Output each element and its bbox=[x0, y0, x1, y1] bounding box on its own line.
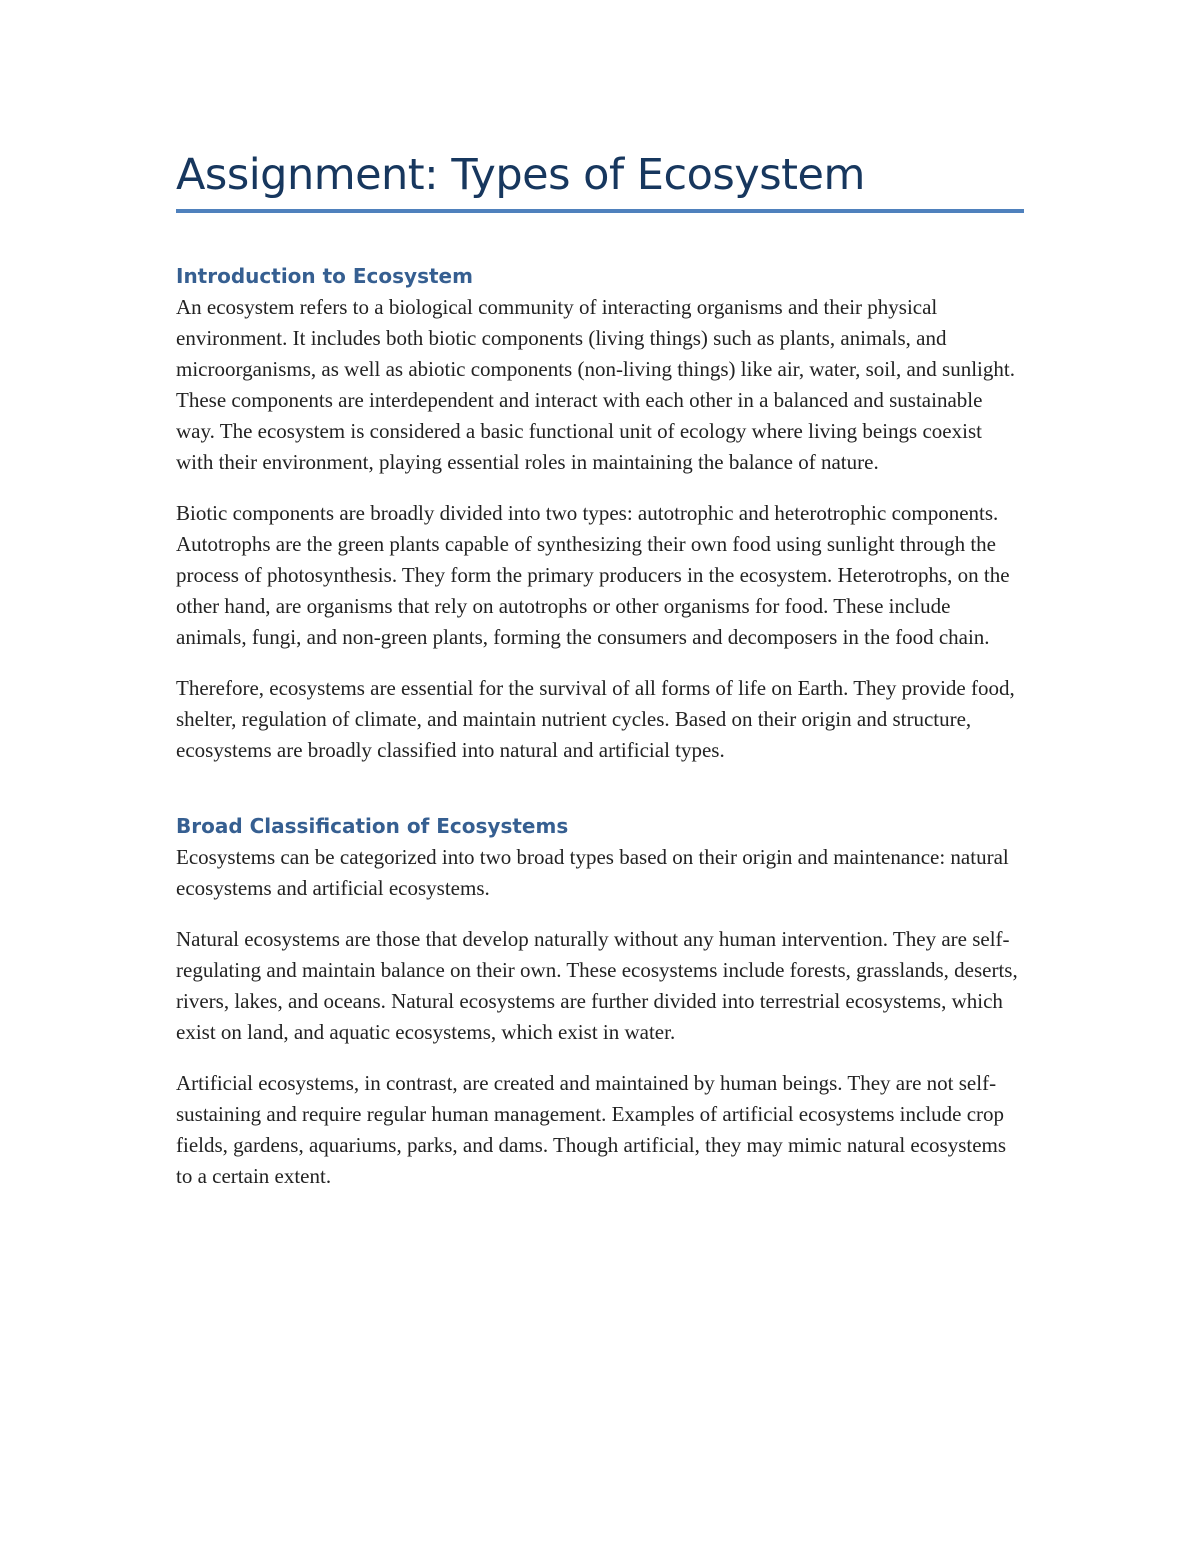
paragraph: An ecosystem refers to a biological community of interacting organisms and their physical environment. It includes both biotic components (living things) such as plants, animals, and microorganisms, as well as abiotic components (non-living things) like air, water, soil, and sunlight. These components are interdependent and interact with each other in a balanced and sustainable way. The ecosystem is considered a basic functional unit of ecology where living beings coexist with their environment, playing essential roles in maintaining the balance of nature. bbox=[176, 295, 1015, 474]
section-broad-classification bbox=[176, 813, 1024, 1192]
section-heading-introduction: Introduction to Ecosystem bbox=[176, 264, 473, 288]
paragraph: Biotic components are broadly divided into two types: autotrophic and heterotrophic components. Autotrophs are the green plants capable of synthesizing their own food using sunlight through the process of photosynthesis. They form the primary producers in the ecosystem. Heterotrophs, on the other hand, are organisms that rely on autotrophs or other organisms for food. These include animals, fungi, and non-green plants, forming the consumers and decomposers in the food chain. bbox=[176, 501, 1010, 649]
title-underline bbox=[176, 209, 1024, 213]
section-heading-broad-classification: Broad Classification of Ecosystems bbox=[176, 814, 569, 838]
paragraph: Therefore, ecosystems are essential for the survival of all forms of life on Earth. They provide food, shelter, regulation of climate, and maintain nutrient cycles. Based on their origin and structure, ecosystems are broadly classified into natural and artificial types. bbox=[176, 676, 1015, 762]
paragraph: Natural ecosystems are those that develop naturally without any human intervention. They are self-regulating and maintain balance on their own. These ecosystems include forests, grasslands, deserts, rivers, lakes, and oceans. Natural ecosystems are further divided into terrestrial ecosystems, which exist on land, and aquatic ecosystems, which exist in water. bbox=[176, 927, 1018, 1044]
paragraph: Ecosystems can be categorized into two broad types based on their origin and maintenance: natural ecosystems and artificial ecosystems. bbox=[176, 845, 1009, 900]
document-body bbox=[176, 146, 1024, 1192]
paragraph: Artificial ecosystems, in contrast, are created and maintained by human beings. They are not self-sustaining and require regular human management. Examples of artificial ecosystems include crop fields, gardens, aquariums, parks, and dams. Though artificial, they may mimic natural ecosystems to a certain extent. bbox=[176, 1071, 1007, 1188]
document-title: Assignment: Types of Ecosystem bbox=[176, 150, 865, 200]
section-introduction bbox=[176, 263, 1024, 766]
